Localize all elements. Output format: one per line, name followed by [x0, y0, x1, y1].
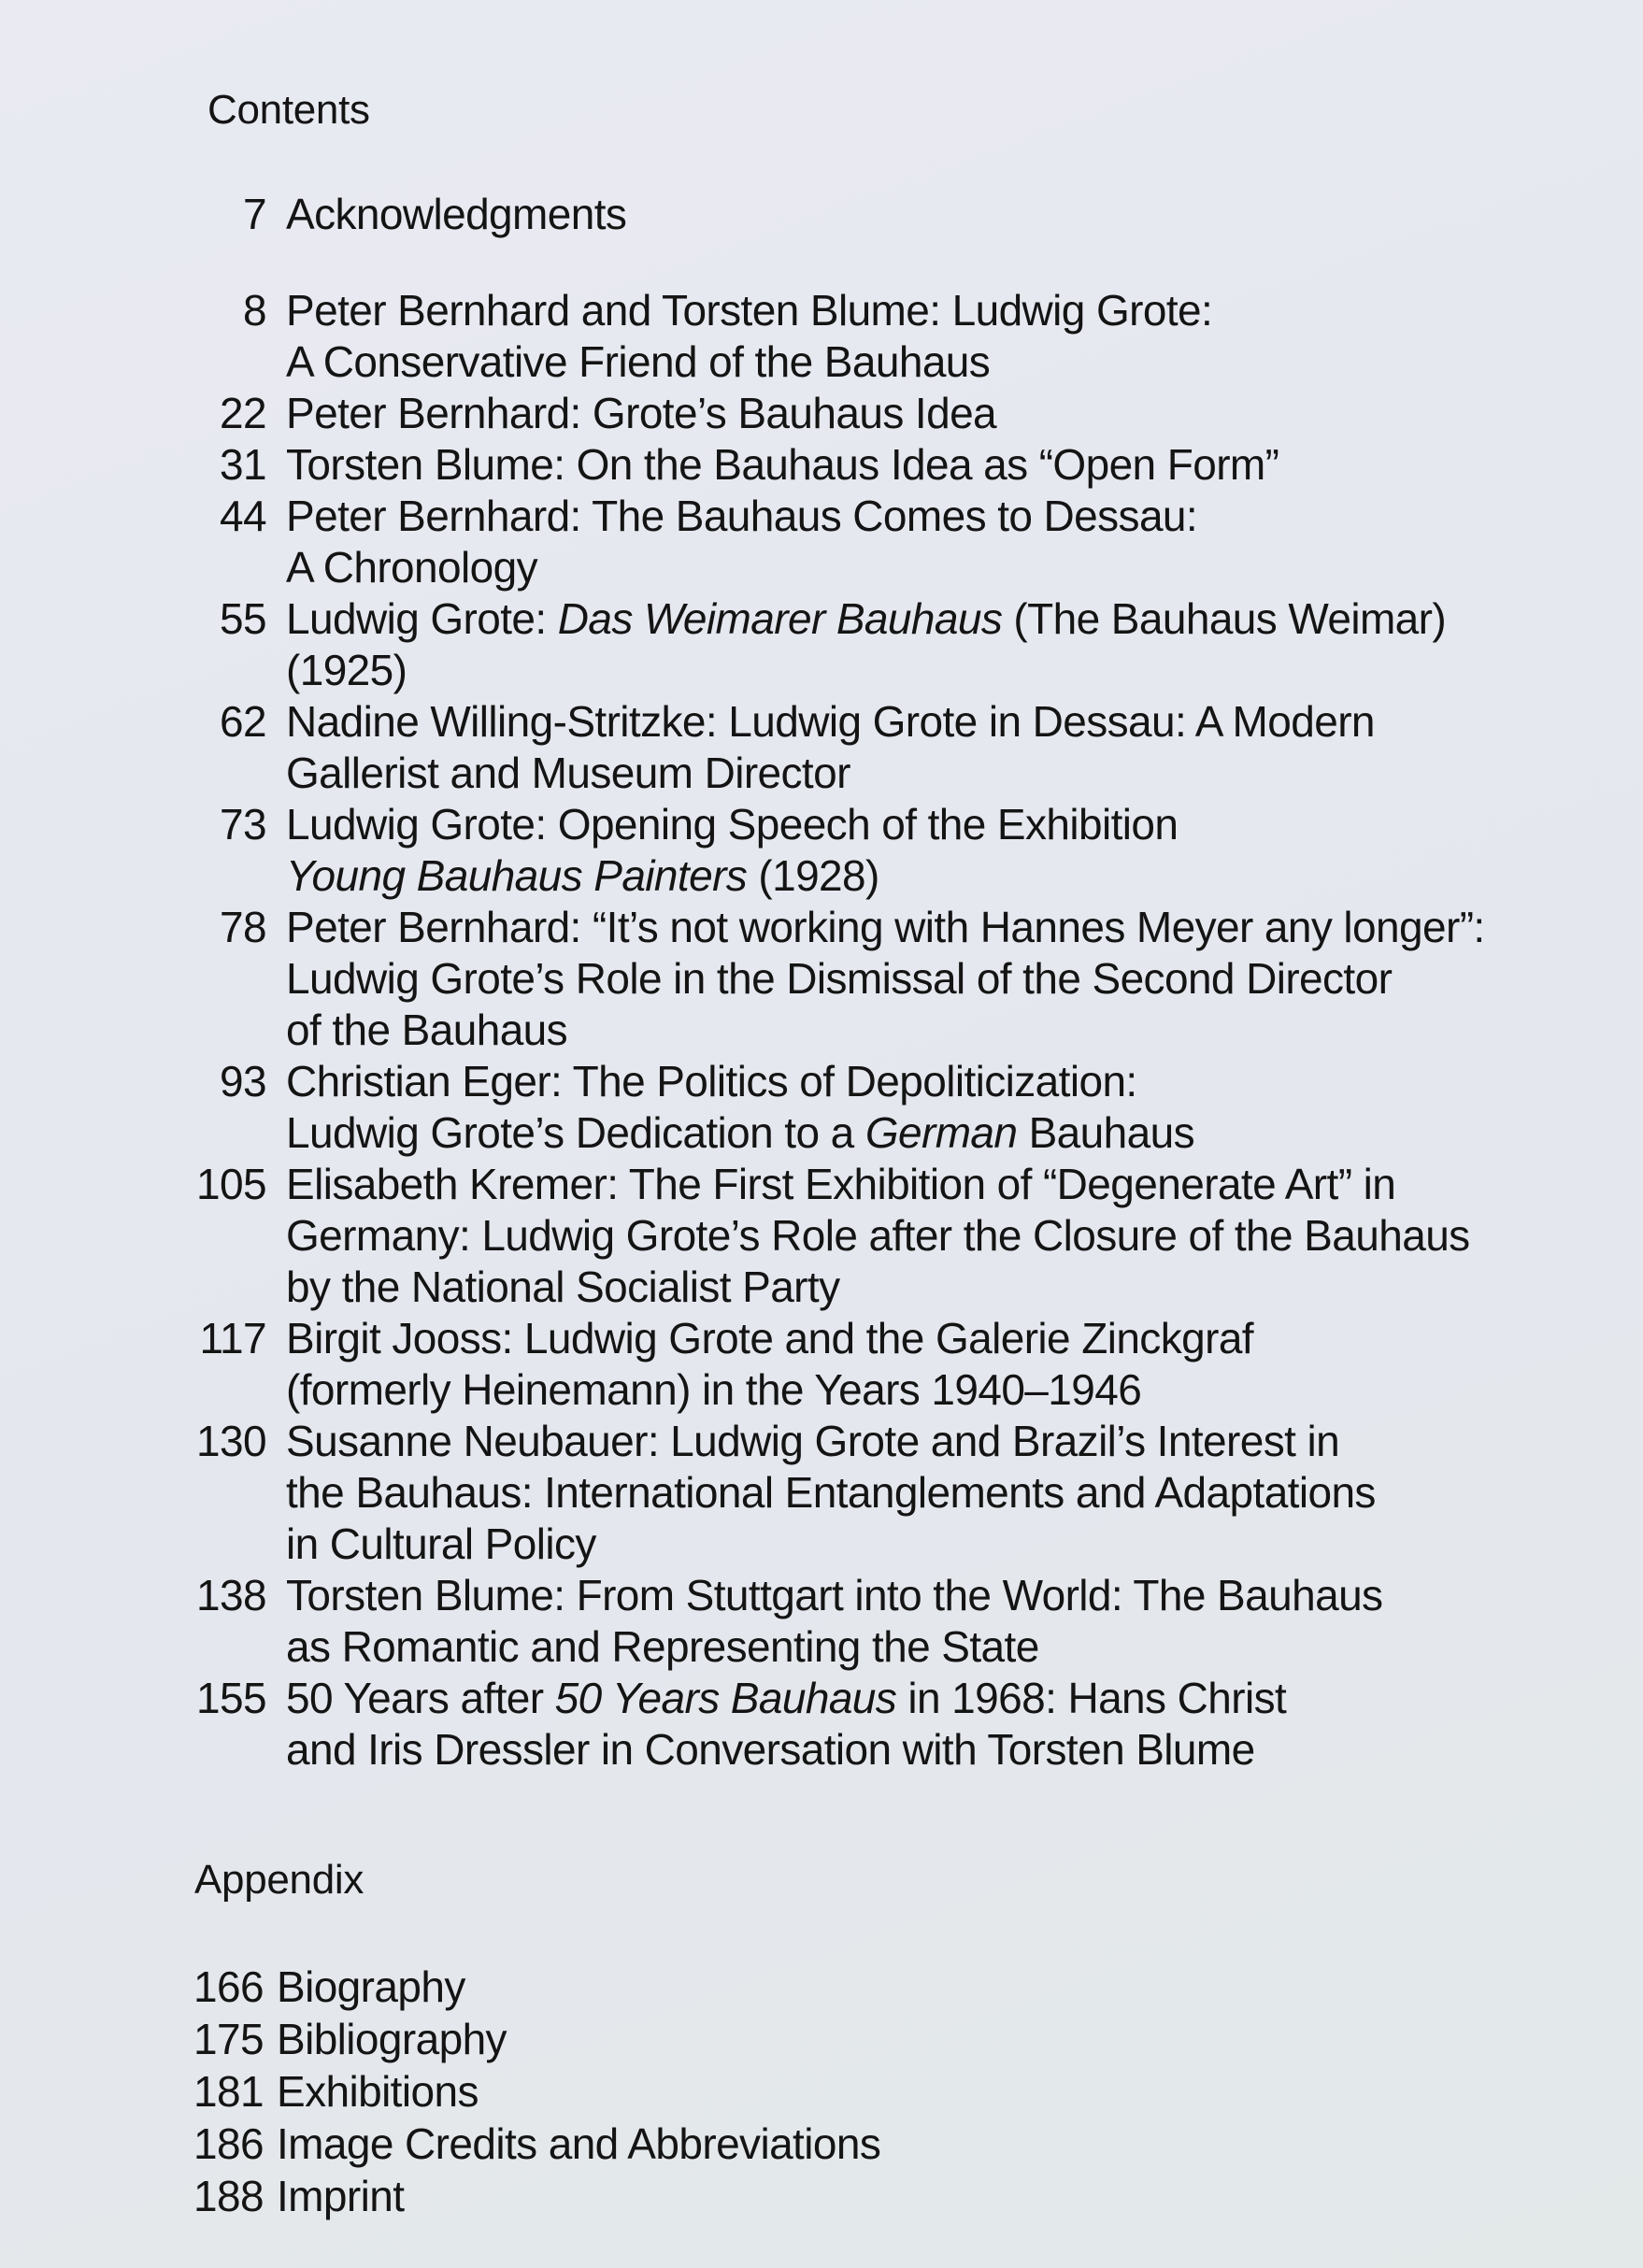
entry-title: [286, 1313, 1557, 1416]
entry-title: [286, 189, 1557, 240]
appendix-heading: Appendix: [194, 1857, 364, 1903]
title-segment: Peter Bernhard and Torsten Blume: Ludwig Grote:: [286, 286, 1213, 335]
page-number: 138: [196, 1571, 266, 1619]
italic-title-segment: Young Bauhaus Painters: [286, 851, 748, 900]
title-segment: the Bauhaus: International Entanglements and Adaptations: [286, 1468, 1376, 1517]
title-segment: Birgit Jooss: Ludwig Grote and the Galerie Zinckgraf: [286, 1314, 1253, 1362]
toc-entry: [0, 799, 1643, 902]
italic-title-segment: 50 Years Bauhaus: [554, 1674, 897, 1722]
entry-title: Bibliography: [277, 2015, 507, 2063]
page-number: 181: [193, 2067, 264, 2116]
title-segment: in Cultural Policy: [286, 1519, 596, 1568]
page-number: 186: [193, 2119, 264, 2168]
title-segment: as Romantic and Representing the State: [286, 1622, 1039, 1671]
page-number: 166: [193, 1962, 264, 2011]
entry-title: Image Credits and Abbreviations: [277, 2119, 881, 2168]
title-segment: Susanne Neubauer: Ludwig Grote and Brazil’s Interest in: [286, 1417, 1340, 1465]
entry-title: [286, 799, 1557, 902]
toc-entry: [0, 285, 1643, 388]
toc-entry: [0, 902, 1643, 1056]
title-segment: (formerly Heinemann) in the Years 1940–1946: [286, 1365, 1142, 1414]
title-segment: and Iris Dressler in Conversation with Torsten Blume: [286, 1725, 1255, 1774]
appendix-entry: [0, 1961, 1643, 2013]
title-segment: Peter Bernhard: Grote’s Bauhaus Idea: [286, 389, 997, 437]
page-number: 155: [196, 1674, 266, 1722]
toc-entry: [0, 1313, 1643, 1416]
title-segment: in 1968: Hans Christ: [896, 1674, 1287, 1722]
title-segment: Nadine Willing-Stritzke: Ludwig Grote in Dessau: A Modern: [286, 697, 1375, 746]
page-number: 117: [199, 1314, 266, 1362]
entry-title: [286, 439, 1557, 491]
entry-title: [286, 1416, 1557, 1570]
title-segment: 50 Years after: [286, 1674, 555, 1722]
title-segment: Gallerist and Museum Director: [286, 749, 850, 797]
appendix-list: [0, 1961, 1643, 2222]
entry-title: [286, 491, 1557, 593]
page-number: 93: [220, 1057, 266, 1105]
page-number: 8: [243, 286, 266, 335]
title-segment: Elisabeth Kremer: The First Exhibition of “Degenerate Art” in: [286, 1160, 1396, 1208]
page-number: 78: [220, 903, 266, 951]
page-number: 73: [220, 800, 266, 849]
title-segment: Ludwig Grote:: [286, 594, 558, 643]
toc-entry: [0, 1056, 1643, 1159]
appendix-entry: [0, 2170, 1643, 2222]
title-segment: Acknowledgments: [286, 190, 627, 238]
title-segment: Christian Eger: The Politics of Depoliticization:: [286, 1057, 1137, 1105]
page-number: 44: [220, 492, 266, 540]
entry-title: [286, 696, 1557, 799]
title-segment: A Chronology: [286, 543, 537, 592]
toc-entry: [0, 696, 1643, 799]
toc-entry: [0, 1416, 1643, 1570]
title-segment: Ludwig Grote’s Role in the Dismissal of the Second Director: [286, 954, 1393, 1003]
toc-entry: [0, 593, 1643, 696]
page-number: 130: [196, 1417, 266, 1465]
title-segment: Ludwig Grote: Opening Speech of the Exhibition: [286, 800, 1179, 849]
title-segment: A Conservative Friend of the Bauhaus: [286, 337, 991, 386]
italic-title-segment: Das Weimarer Bauhaus: [557, 594, 1003, 643]
page-number: 105: [196, 1160, 266, 1208]
title-segment: Ludwig Grote’s Dedication to a: [286, 1108, 865, 1157]
toc-entry: [0, 1570, 1643, 1673]
page-number: 55: [220, 594, 266, 643]
italic-title-segment: German: [864, 1108, 1018, 1157]
appendix-entry: [0, 2065, 1643, 2118]
toc-entry: [0, 189, 1643, 240]
title-segment: by the National Socialist Party: [286, 1262, 840, 1311]
page-number: 31: [220, 440, 266, 489]
entry-title: Biography: [277, 1962, 465, 2011]
contents-heading: Contents: [207, 87, 370, 133]
title-segment: (The Bauhaus Weimar): [1002, 594, 1447, 643]
toc-entry: [0, 439, 1643, 491]
title-segment: Bauhaus: [1017, 1108, 1194, 1157]
page-number: 22: [220, 389, 266, 437]
entry-title: [286, 1159, 1557, 1313]
toc-entry: [0, 1159, 1643, 1313]
entry-title: [286, 1673, 1557, 1776]
title-segment: (1925): [286, 646, 407, 694]
entry-title: Exhibitions: [277, 2067, 479, 2116]
toc-entry: [0, 388, 1643, 439]
title-segment: of the Bauhaus: [286, 1006, 568, 1054]
title-segment: Torsten Blume: From Stuttgart into the World: The Bauhaus: [286, 1571, 1383, 1619]
entry-title: [286, 388, 1557, 439]
page-number: 7: [243, 190, 266, 238]
title-segment: (1928): [747, 851, 879, 900]
toc-entry: [0, 1673, 1643, 1776]
entry-title: [286, 593, 1557, 696]
page-number: 62: [220, 697, 266, 746]
entry-title: [286, 1570, 1557, 1673]
title-segment: Peter Bernhard: “It’s not working with Hannes Meyer any longer”:: [286, 903, 1485, 951]
page-number: 188: [193, 2172, 264, 2220]
entry-title: [286, 285, 1557, 388]
entry-title: Imprint: [277, 2172, 405, 2220]
title-segment: Peter Bernhard: The Bauhaus Comes to Dessau:: [286, 492, 1198, 540]
entry-title: [286, 902, 1557, 1056]
page-number: 175: [193, 2015, 264, 2063]
contents-list: [0, 189, 1643, 1776]
title-segment: Torsten Blume: On the Bauhaus Idea as “Open Form”: [286, 440, 1279, 489]
toc-entry: [0, 491, 1643, 593]
appendix-entry: [0, 2013, 1643, 2065]
entry-title: [286, 1056, 1557, 1159]
title-segment: Germany: Ludwig Grote’s Role after the Closure of the Bauhaus: [286, 1211, 1470, 1260]
appendix-entry: [0, 2118, 1643, 2170]
